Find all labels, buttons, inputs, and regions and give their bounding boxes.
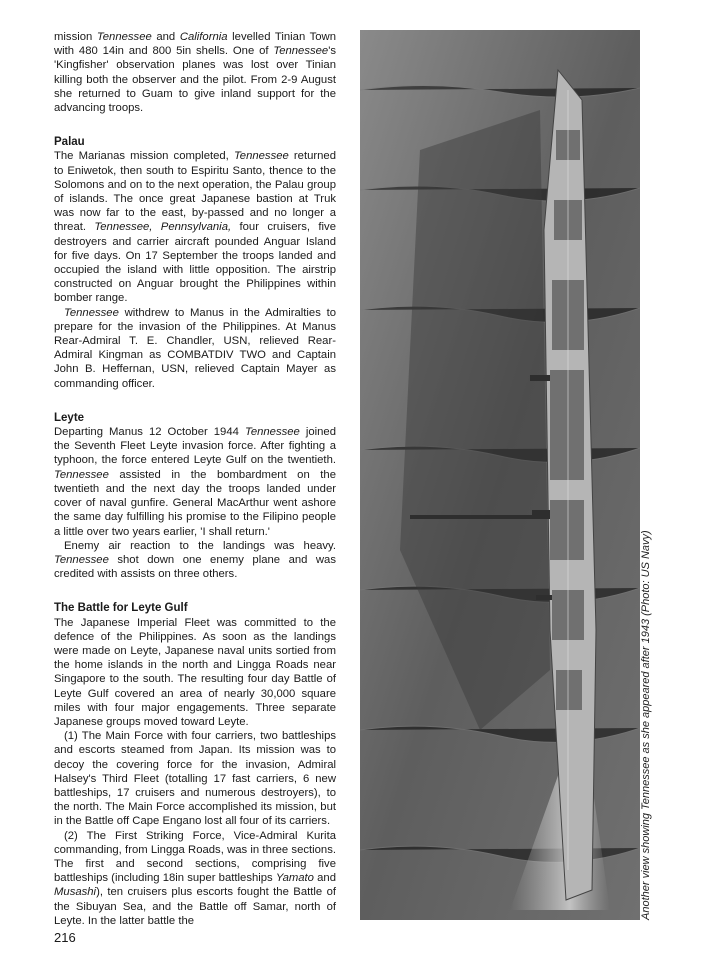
battle-paragraph-2: (1) The Main Force with four carriers, two battleships and escorts steamed from Japan. Its mission was to decoy the covering force for the invasion, Admiral Halsey's Third Fleet (totalling 17 fast carriers, 6 new battleships, 17 cruisers and numerous destroyers), to the north. The Main Force accomplished its mission, but in the Battle off Cape Engano lost all four of its carriers. [54, 730, 336, 828]
italic-text: California [179, 31, 228, 43]
photo-caption: Another view showing Tennessee as she appeared after 1943 (Photo: US Navy) [640, 530, 652, 920]
battle-paragraph-1: The Japanese Imperial Fleet was committed to the defence of the Philippines. As soon as the landings were made on Leyte, Japanese naval units sortied from the home islands in the north and Lingga Roads near Singapore to the south. The resulting four day Battle of Leyte Gulf covered an area of nearly 30,000 square miles with four major engagements. Three separate Japanese groups moved toward Leyte. [54, 616, 336, 728]
italic-text: Yamato [275, 872, 314, 885]
opening-paragraph: mission Tennessee and California levelled Tinian Town with 480 14in and 800 5in shells. One of Tennessee's 'Kingfisher' observation planes was lost over Tinian killing both the observer and the pilot. From 2-9 August she returned to Guam to give inland support for the advancing troops. [54, 31, 336, 115]
italic-text: Tennessee [233, 150, 289, 163]
section-heading-leyte: Leyte [54, 411, 85, 424]
italic-text: Tennessee [273, 45, 329, 58]
italic-text: Tennessee [244, 426, 300, 439]
battle-paragraph-3: (2) The First Striking Force, Vice-Admiral Kurita commanding, from Lingga Roads, was in three sections. The first and second sections, comprising five battleships (including 18in super battleships Yamato and Musashi), ten cruisers plus escorts fought the Battle of the Sibuyan Sea, and the Battle off Samar, north of Leyte. In the latter battle the [54, 829, 336, 927]
palau-paragraph-2: Tennessee withdrew to Manus in the Admiralties to prepare for the invasion of the Philippines. At Manus Rear-Admiral T. E. Chandler, USN, relieved Rear-Admiral Kingman as COMBATDIV TWO and Captain John B. Heffernan, USN, relieved Captain Mayer as commanding officer. [54, 306, 336, 390]
leyte-paragraph-2: Enemy air reaction to the landings was heavy. Tennessee shot down one enemy plane and was credited with assists on three others. [54, 539, 336, 581]
section-heading-palau: Palau [54, 136, 85, 149]
leyte-paragraph-1: Departing Manus 12 October 1944 Tennessee joined the Seventh Fleet Leyte invasion force. After fighting a typhoon, the force entered Leyte Gulf on the twentieth. Tennessee assisted in the bombardment on the twentieth and the next day the troops landed under cover of naval gunfire. General MacArthur went ashore the same day fulfilling his promise to the Filipino people a little over two years earlier, 'I shall return.' [54, 426, 336, 538]
photo-illustration [360, 30, 640, 920]
italic-text: Tennessee [54, 553, 109, 566]
palau-paragraph-1: The Marianas mission completed, Tennessee returned to Eniwetok, then south to Espiritu Santo, thence to the Solomons and on to the next operation, the Palau group of islands. The once great Japanese bastion at Truk was now far to the east, by-passed and no longer a threat. Tennessee, Pennsylvania, four cruisers, five destroyers and carrier aircraft pounded Anguar Island for five days. On 17 September the troops landed and occupied the island with little opposition. The airstrip constructed on Anguar brought the Philippines within bomber range. [54, 150, 336, 305]
italic-text: Musashi [54, 886, 97, 899]
battleship-aerial-photo [360, 30, 640, 920]
section-heading-battle-leyte-gulf: The Battle for Leyte Gulf [54, 602, 188, 615]
page-number: 216 [54, 930, 76, 945]
italic-text: Tennessee [54, 468, 109, 481]
italic-text: Tennessee [64, 306, 119, 319]
italic-text: Tennessee, Pennsylvania, [94, 221, 232, 234]
italic-text: Tennessee [96, 31, 152, 43]
article-column [54, 30, 336, 928]
